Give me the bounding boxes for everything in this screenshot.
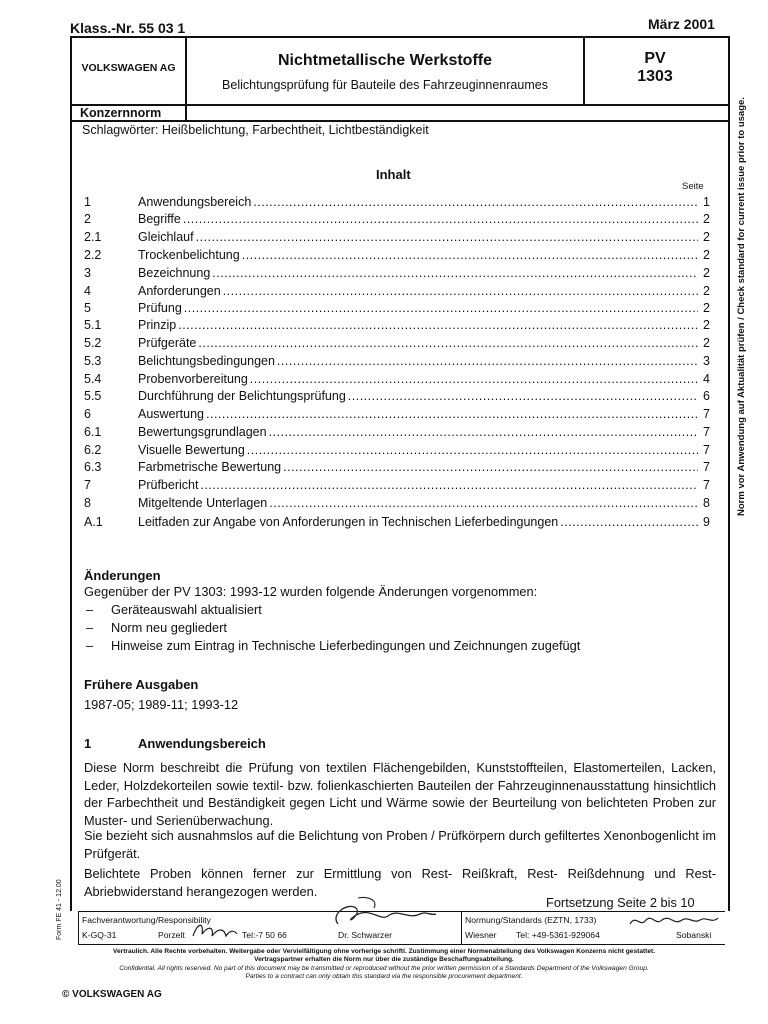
toc-title: Gleichlauf [138, 230, 194, 244]
confidential-notice-de: Vertraulich. Alle Rechte vorbehalten. Weitergabe oder Vervielfältigung ohne vorherige schriftl. Zustimmung einer Normenabteilung des Volkswagen Konzerns nicht gestattet. [112, 948, 656, 955]
toc-number: 3 [84, 266, 91, 280]
form-code: Form FE 41 - 12.00 [56, 879, 63, 940]
toc-number: 6.1 [84, 425, 102, 439]
toc-entry[interactable] [84, 389, 710, 407]
toc-number: 7 [84, 478, 91, 492]
toc-entry[interactable] [84, 230, 710, 248]
toc-title: Anforderungen [138, 284, 221, 298]
company-name: VOLKSWAGEN AG [81, 62, 176, 74]
previous-editions: 1987-05; 1989-11; 1993-12 [84, 697, 239, 712]
toc-number: 6.2 [84, 443, 102, 457]
list-item: Geräteauswahl aktualisiert [111, 602, 262, 617]
document-subtitle: Belichtungsprüfung für Bauteile des Fahrzeuginnenraumes [222, 78, 548, 92]
signature-schwarzer [328, 894, 438, 934]
toc-page: 6 [703, 389, 710, 403]
toc-entry[interactable] [84, 212, 710, 230]
toc-entry[interactable] [84, 478, 710, 496]
toc-number: 6.3 [84, 460, 102, 474]
toc-entry[interactable] [84, 372, 710, 390]
toc-page: 2 [703, 336, 710, 350]
toc-title: Trockenbelichtung [138, 248, 240, 262]
list-item: Norm neu gegliedert [111, 620, 227, 635]
toc-number: 5.1 [84, 318, 102, 332]
toc-entry[interactable] [84, 266, 710, 284]
section-title: Anwendungsbereich [138, 736, 266, 751]
toc-title: Begriffe [138, 212, 181, 226]
toc-entry[interactable] [84, 284, 710, 302]
toc-number: 2.2 [84, 248, 102, 262]
toc-title: Auswertung [138, 407, 205, 421]
changes-intro: Gegenüber der PV 1303: 1993-12 wurden folgende Änderungen vorgenommen: [84, 584, 538, 599]
section-number: 1 [84, 736, 92, 751]
toc-page: 2 [703, 212, 710, 226]
toc-number: 5.5 [84, 389, 102, 403]
section-paragraph-1: Diese Norm beschreibt die Prüfung von textilen Flächengebilden, Kunststoffteilen, Elastomerteilen, Lacken, Leder, Holzdekorteilen sowie textil- bzw. folienkaschierten Bauteilen der Fahrzeuginnenausstattung hinsichtlich der Farbechtheit und Beständigkeit gegen Licht und Wärme sowie der Beurteilung von belichteten Proben zur Muster- und Serienüberwachung. [84, 760, 716, 828]
toc-entry[interactable] [84, 301, 710, 319]
toc-page: 9 [703, 515, 710, 529]
signature-sobanski [626, 910, 726, 932]
toc-page: 2 [703, 318, 710, 332]
toc-title: Farbmetrische Bewertung [138, 460, 282, 474]
toc-title: Probenvorbereitung [138, 372, 248, 386]
toc-entry[interactable] [84, 515, 710, 533]
toc-title: Visuelle Bewertung [138, 443, 245, 457]
toc-title: Bewertungsgrundlagen [138, 425, 267, 439]
toc-page: 2 [703, 284, 710, 298]
standards-label: Normung/Standards (EZTN, 1733) [465, 915, 597, 925]
standards-phone: Tel: +49-5361-929064 [516, 930, 600, 940]
toc-page: 2 [703, 230, 710, 244]
toc-entry[interactable] [84, 443, 710, 461]
section-paragraph-3: Belichtete Proben können ferner zur Ermittlung von Rest- Reißkraft, Rest- Reißdehnung und Rest-Abriebwiderstand herangezogen werden. [84, 866, 716, 899]
toc-seite-label: Seite [682, 181, 704, 192]
side-note: Norm vor Anwendung auf Aktualität prüfen / Check standard for current issue prior to usage. [736, 97, 747, 516]
toc-page: 7 [703, 425, 710, 439]
toc-entry[interactable] [84, 460, 710, 478]
confidential-notice-en: Confidential. All rights reserved. No part of this document may be transmitted or reproduced without the prior written permission of a Standards Department of the Volkswagen Group. [119, 965, 649, 972]
toc-title: Belichtungsbedingungen [138, 354, 275, 368]
toc-entry[interactable] [84, 425, 710, 443]
toc-page: 3 [703, 354, 710, 368]
toc-entry[interactable] [84, 407, 710, 425]
toc-number: 1 [84, 195, 91, 209]
issue-date: März 2001 [648, 16, 715, 32]
standards-contact-name: Wiesner [465, 930, 497, 940]
toc-title: Leitfaden zur Angabe von Anforderungen in Technischen Lieferbedingungen [138, 515, 559, 529]
confidential-notice-en-2: Parties to a contract can only obtain this standard via the responsible procurement department. [245, 973, 523, 980]
toc-number: 2 [84, 212, 91, 226]
keywords: Schlagwörter: Heißbelichtung, Farbechtheit, Lichtbeständigkeit [82, 123, 429, 137]
toc-number: A.1 [84, 515, 103, 529]
toc-title: Bezeichnung [138, 266, 211, 280]
toc-entry[interactable] [84, 195, 710, 213]
toc-entry[interactable] [84, 336, 710, 354]
class-number: Klass.-Nr. 55 03 1 [70, 20, 186, 36]
signature-porzelt [190, 918, 240, 944]
department-code: K-GQ-31 [82, 930, 117, 940]
toc-number: 6 [84, 407, 91, 421]
document-title: Nichtmetallische Werkstoffe [278, 52, 492, 69]
bullet: – [86, 620, 94, 635]
confidential-notice-de-2: Vertragspartner erhalten die Norm nur über die zuständige Beschaffungsabteilung. [254, 956, 514, 963]
toc-page: 2 [703, 301, 710, 315]
toc-entry[interactable] [84, 248, 710, 266]
toc-heading: Inhalt [376, 167, 411, 182]
toc-title: Durchführung der Belichtungsprüfung [138, 389, 346, 403]
responsible-phone: Tel:-7 50 66 [242, 930, 287, 940]
toc-number: 2.1 [84, 230, 102, 244]
toc-page: 2 [703, 248, 710, 262]
toc-page: 2 [703, 266, 710, 280]
toc-entry[interactable] [84, 496, 710, 514]
toc-page: 7 [703, 478, 710, 492]
responsibility-label: Fachverantwortung/Responsibility [82, 915, 211, 925]
continuation-note: Fortsetzung Seite 2 bis 10 [546, 895, 695, 910]
toc-page: 7 [703, 407, 710, 421]
toc-title: Prüfgeräte [138, 336, 197, 350]
toc-number: 5 [84, 301, 91, 315]
responsible-name: Porzelt [158, 930, 185, 940]
copyright: © VOLKSWAGEN AG [62, 989, 162, 1000]
list-item: Hinweise zum Eintrag in Technische Lieferbedingungen und Zeichnungen zugefügt [111, 638, 581, 653]
toc-number: 5.4 [84, 372, 102, 386]
toc-page: 7 [703, 443, 710, 457]
toc-page: 8 [703, 496, 710, 510]
doc-prefix: PV [644, 50, 666, 67]
bullet: – [86, 602, 94, 617]
toc-number: 4 [84, 284, 91, 298]
toc-title: Prüfbericht [138, 478, 199, 492]
toc-page: 1 [703, 195, 710, 209]
toc-number: 8 [84, 496, 91, 510]
section-paragraph-2: Sie bezieht sich ausnahmslos auf die Belichtung von Proben / Prüfkörpern durch gefiltertes Xenonbogenlicht im Prüfgerät. [84, 828, 716, 861]
doc-number: 1303 [637, 68, 673, 85]
previous-heading: Frühere Ausgaben [84, 677, 199, 692]
standards-contact-name-2: Sobanski [676, 930, 712, 940]
toc-number: 5.2 [84, 336, 102, 350]
changes-heading: Änderungen [84, 568, 161, 583]
toc-title: Anwendungsbereich [138, 195, 252, 209]
toc-entry[interactable] [84, 318, 710, 336]
toc-title: Prüfung [138, 301, 182, 315]
konzernnorm-box [70, 104, 730, 122]
toc-number: 5.3 [84, 354, 102, 368]
toc-page: 4 [703, 372, 710, 386]
approver-name: Dr. Schwarzer [338, 930, 392, 940]
toc-entry[interactable] [84, 354, 710, 372]
toc-page: 7 [703, 460, 710, 474]
konzernnorm-label: Konzernnorm [80, 106, 162, 120]
bullet: – [86, 638, 94, 653]
toc-title: Mitgeltende Unterlagen [138, 496, 268, 510]
toc-title: Prinzip [138, 318, 177, 332]
